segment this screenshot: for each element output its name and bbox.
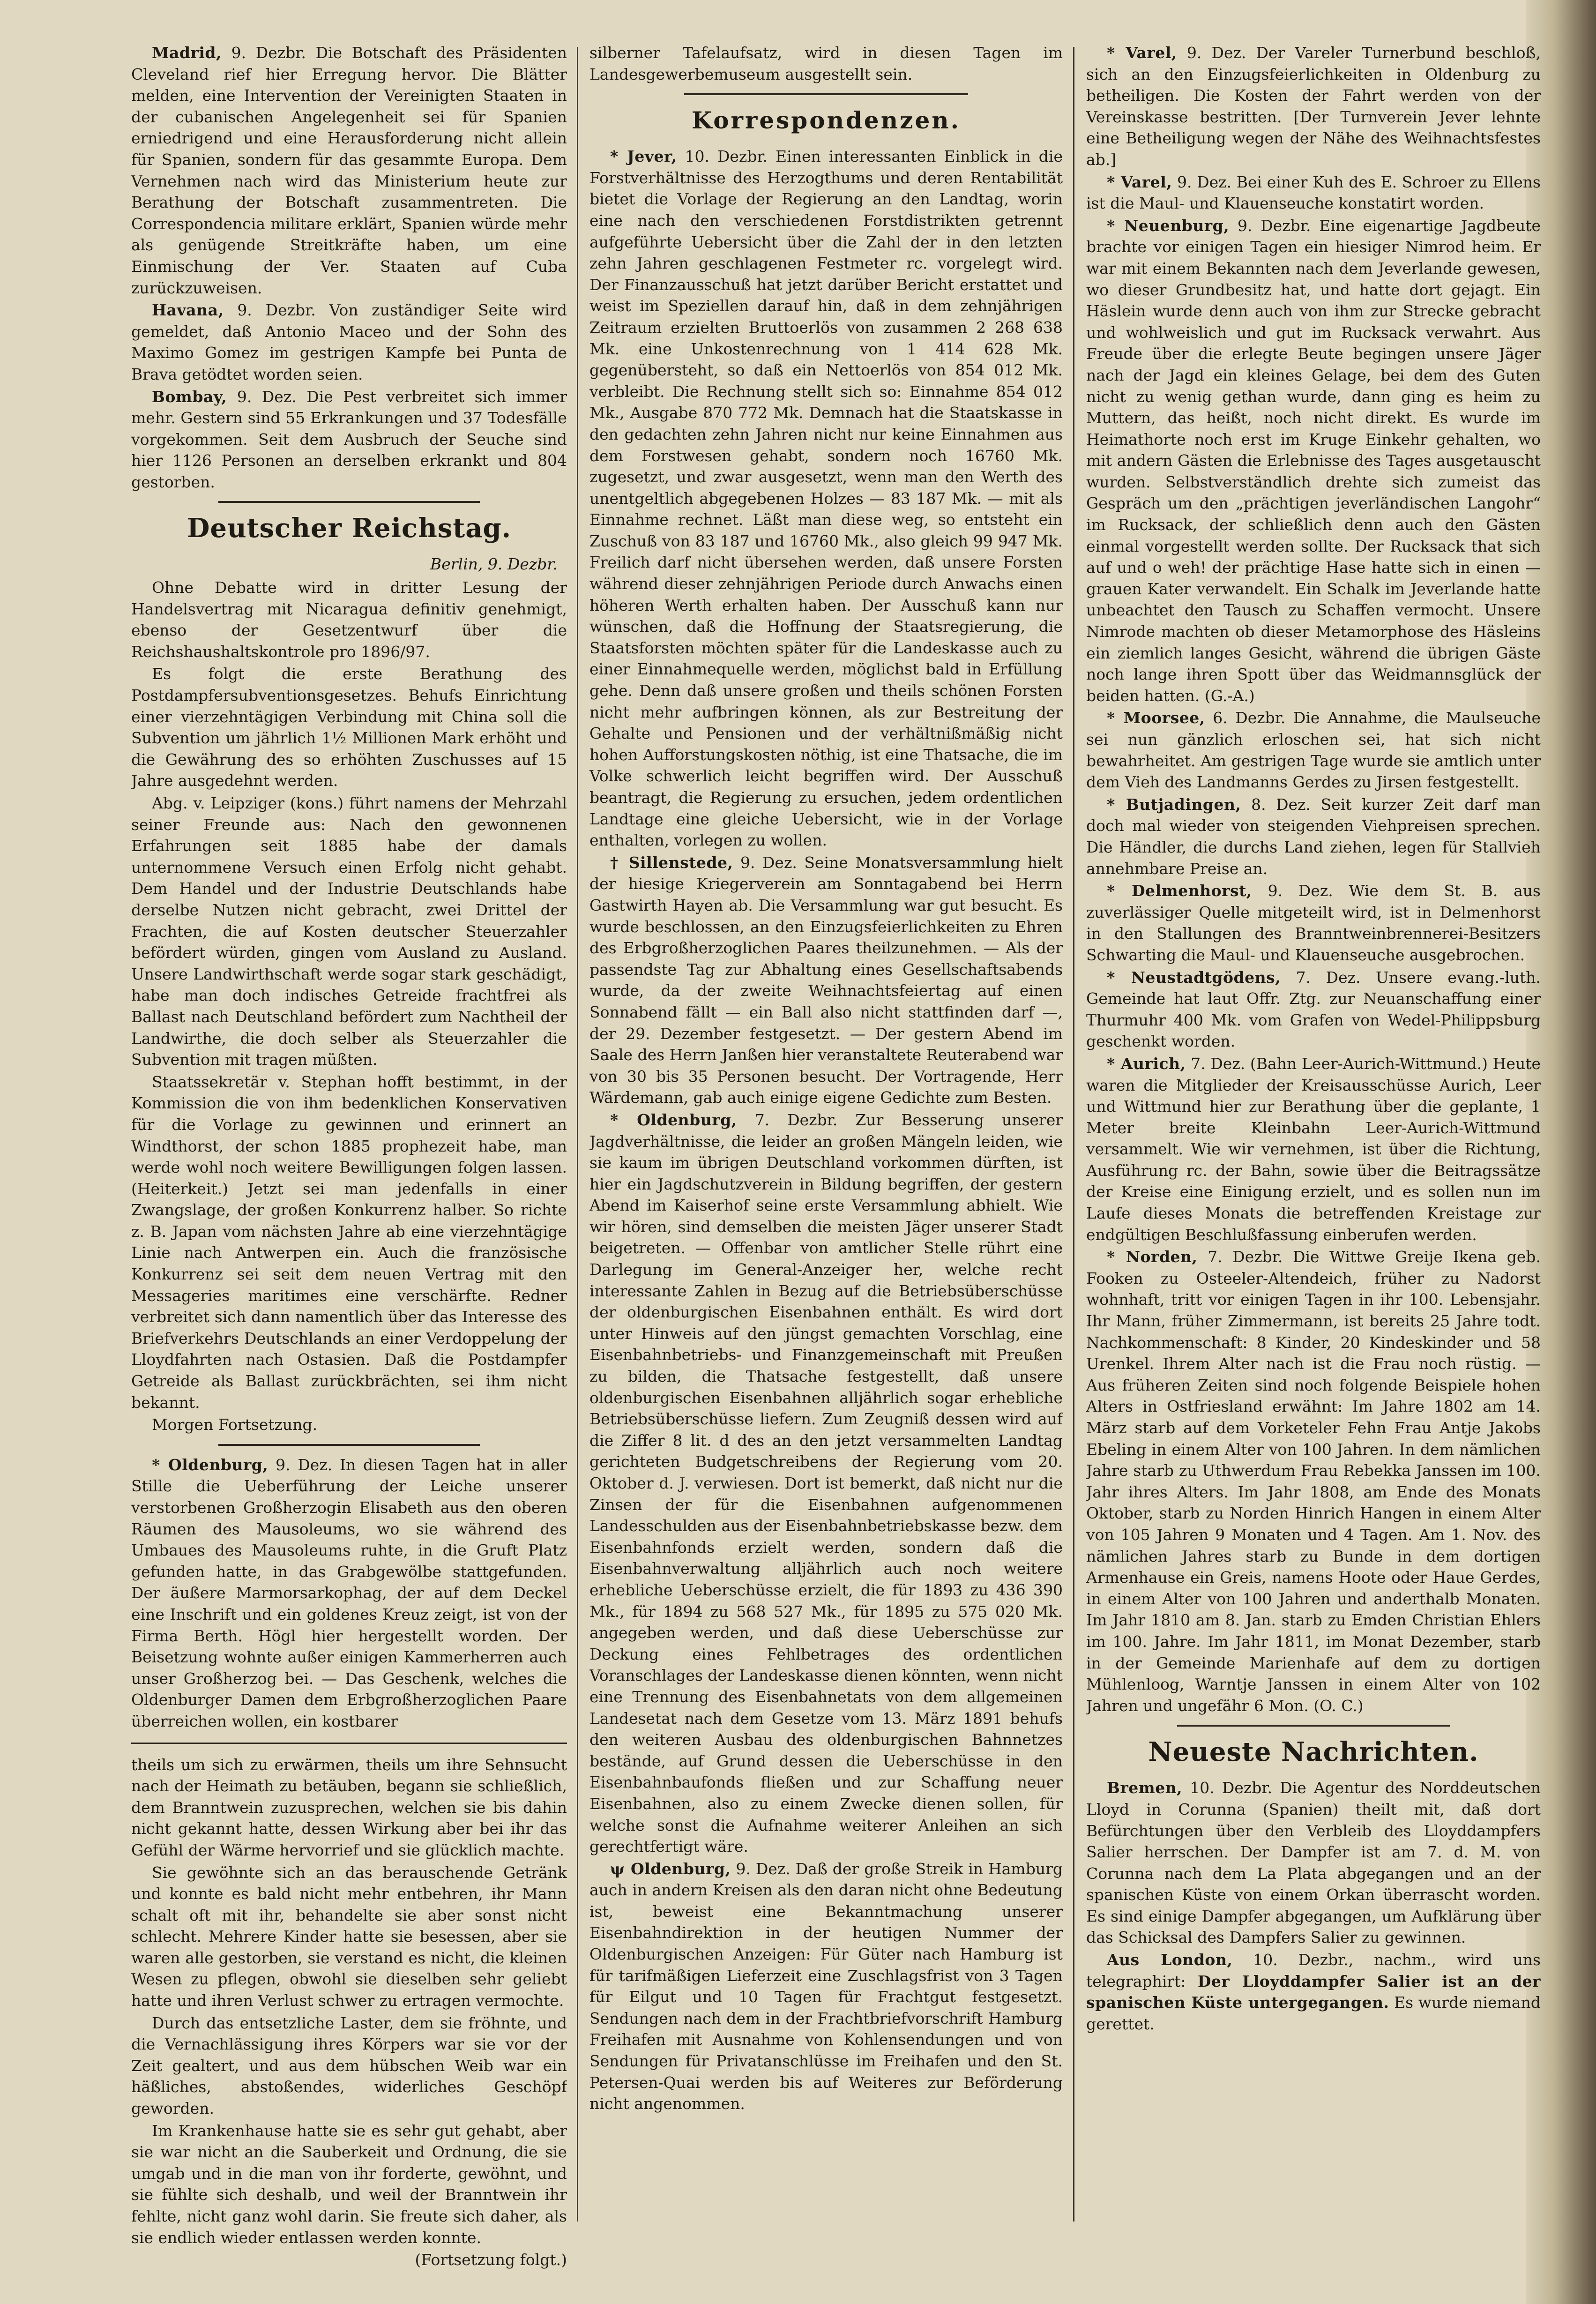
paragraph: Morgen Fortsetzung. <box>152 1415 318 1434</box>
article-neuenburg <box>1086 215 1541 707</box>
dateline-place: Havana, <box>152 301 224 320</box>
paragraph: silberner Tafelaufsatz, wird in diesen Tagen im Landesgewerbemuseum ausgestellt sein. <box>589 44 1063 83</box>
dateline-place: * Neuenburg, <box>1107 216 1230 235</box>
article-jever <box>589 146 1063 851</box>
section-heading-reichstag: Deutscher Reichstag. <box>186 513 512 544</box>
dateline: Berlin, 9. Dezbr. <box>430 555 558 574</box>
story-paragraph: Im Krankenhause hatte sie es sehr gut gehabt, aber sie war nicht an die Sauberkeit und Ordnung, die sie umgab und in die man von ihr forderte, gewöhnt, und sie fühlte sich deshalb, und weil der Branntwein ihr fehlte, nicht ganz wohl darin. Sie freute sich daher, als sie endlich wieder entlassen werden konnte. <box>131 2121 567 2247</box>
article-text: 10. Dezbr. Einen interessanten Einblick in die Forstverhältnisse des Herzogthums und deren Rentabilität bietet die Vorlage der Regierung an den Landtag, worin eine nach den verschiedenen Forstdistrikten getrennt aufgeführte Uebersicht über die Zahl der in den letzten zehn Jahren geschlagenen Festmeter rc. vorgelegt wird. Der Finanzausschuß hat jetzt darüber Bericht erstattet und weist im Speziellen darauf hin, daß in dem zehnjährigen Zeitraum erzielten Bruttoerlös von zusammen 2 268 638 Mk. eine Unkostenrechnung von 1 414 628 Mk. gegenübersteht, so daß ein Nettoerlös von 854 012 Mk. verbleibt. Die Rechnung stellt sich so: Einnahme 854 012 Mk., Ausgabe 870 772 Mk. Demnach hat die Staatskasse in den gedachten zehn Jahren nicht nur keine Einnahmen aus dem Forstwesen gehabt, sondern noch 16760 Mk. zugesetzt, und zwar ausgesetzt, wenn man den Werth des unentgeltlich abgegebenen Holzes — 83 187 Mk. — mit als Einnahme rechnet. Läßt man diese weg, so entsteht ein Zuschuß von 83 187 und 16760 Mk., also gleich 99 947 Mk. Freilich darf nicht übersehen werden, daß unsere Forsten während dieser zehnjährigen Periode durch Anwachs einen höheren Werth erhalten haben. Der Ausschuß kann nur wünschen, daß die Hoffnung der Staatsregierung, die Staatsforsten möchten später für die Landeskasse auch zu einer Einnahmequelle werden, möglichst bald in Erfüllung gehe. Denn daß unsere großen und theils schönen Forsten nicht mehr aufbringen können, als zur Bestreitung der Gehalte und Pensionen und der verhältnißmäßig nicht hohen Aufforstungskosten nöthig, ist eine Thatsache, die im Volke schwerlich leicht begriffen wird. Der Ausschuß beantragt, die Regierung zu ersuchen, jedem ordentlichen Landtage eine gleiche Uebersicht, wie in der Vorlage enthalten, vorlegen zu wollen. <box>589 147 1063 850</box>
story-continuation: (Fortsetzung folgt.) <box>415 2251 567 2269</box>
dateline-place: Bremen, <box>1107 1779 1183 1797</box>
dateline-place: * Aurich, <box>1107 1054 1186 1073</box>
article-text: 7. Dez. Unsere evang.-luth. Gemeinde hat laut Offr. Ztg. zur Neuanschaffung einer Thurmuhr 400 Mk. vom Grafen von Wedel-Philippsburg geschenkt worden. <box>1086 968 1541 1051</box>
dateline-place: Bombay, <box>152 387 227 406</box>
article-text: 9. Dez. Daß der große Streik in Hamburg auch in andern Kreisen als den daran nicht ohne Bedeutung ist, beweist eine Bekanntmachung unserer Eisenbahndirektion in der heutigen Nummer der Oldenburgischen Anzeigen: Für Güter nach Hamburg ist für tarifmäßigen Lieferzeit eine Zuschlagsfrist von 3 Tagen für Eilgut und 10 Tagen für Frachtgut festgesetzt. Sendungen nach dem in der Frachtbriefvorschrift Hamburg Freihafen mit Ausnahme von Kohlensendungen und von Sendungen für Privatanschlüsse im Freihafen und den St. Petersen-Quai werden bis auf Weiteres zur Beförderung nicht angenommen. <box>589 1859 1063 2113</box>
article-oldenburg <box>589 1858 1063 2115</box>
paragraph: Abg. v. Leipziger (kons.) führt namens der Mehrzahl seiner Freunde aus: Nach den gewonnenen Erfahrungen seit 1885 habe der damals unternommene Versuch einen Erfolg nicht gehabt. Dem Handel und der Industrie Deutschlands habe derselbe Nutzen nicht gebracht, zwei Drittel der Frachten, die auf Kosten deutscher Steuerzahler befördert würden, gingen vom Ausland zu Ausland. Unsere Landwirthschaft werde sogar stark geschädigt, habe man doch indisches Getreide frachtfrei als Ballast nach Deutschland befördert zum Nachtheil der Landwirthe, die doch selber als Steuerzahler die Subvention mit tragen müßten. <box>131 794 567 1069</box>
dateline-place: Aus London, <box>1107 1951 1233 1969</box>
article-aurich <box>1086 1053 1541 1245</box>
dateline-place: * Neustadtgödens, <box>1107 968 1281 987</box>
column-2 <box>589 42 1063 2282</box>
article-text: 9. Dezbr. Die Botschaft des Präsidenten Cleveland rief hier Erregung hervor. Die Blätter melden, eine Intervention der Vereinigten Staaten in der cubanischen Angelegenheit sei für Spanien erniedrigend und eine Herausforderung nicht allein für Spanien, sondern für das gesammte Europa. Dem Vernehmen nach wird das Ministerium heute zur Berathung der Botschaft zusammentreten. Die Correspondencia militare erklärt, Spanien würde mehr als genügende Streitkräfte haben, um eine Einmischung der Ver. Staaten auf Cuba zurückzuweisen. <box>131 44 567 297</box>
dateline-place: * Oldenburg, <box>610 1110 737 1129</box>
dateline-place: Madrid, <box>152 44 222 62</box>
column-3 <box>1086 42 1541 2282</box>
dateline-place: * Delmenhorst, <box>1107 882 1252 900</box>
article-bombay <box>131 386 567 493</box>
article-sillenstede <box>589 852 1063 1108</box>
paragraph: Ohne Debatte wird in dritter Lesung der Handelsvertrag mit Nicaragua definitiv genehmigt, ebenso der Gesetzentwurf über die Reichshaushaltskontrole pro 1896/97. <box>131 578 567 661</box>
article-text: 7. Dez. (Bahn Leer-Aurich-Wittmund.) Heute waren die Mitglieder der Kreisausschüsse Aurich, Leer und Wittmund hier zur Berathung über die geplante, 1 Meter breite Kleinbahn Leer-Aurich-Wittmund versammelt. Wie wir vernehmen, ist über die Richtung, Ausführung rc. der Bahn, sowie über die Beitragssätze der Kreise eine Einigung erzielt, und es sollen nun im Laufe dieses Monats die betreffenden Kreistage zur endgültigen Beschlußfassung einberufen werden. <box>1086 1054 1541 1244</box>
dateline-place: * Varel, <box>1107 44 1177 62</box>
section-divider <box>218 1444 480 1446</box>
dateline-place: * Oldenburg, <box>152 1455 268 1474</box>
dateline-place: † Sillenstede, <box>610 853 733 872</box>
paragraph: Es folgt die erste Berathung des Postdampfersubventionsgesetzes. Behufs Einrichtung einer vierzehntägigen Verbindung mit China soll die Subvention um jährlich 1½ Millionen Mark erhöht und die Gewährung des so erhöhten Zuschusses auf 15 Jahre ausgedehnt werden. <box>131 665 567 790</box>
article-havana <box>131 299 567 385</box>
article-varel <box>1086 42 1541 171</box>
article-delmenhorst <box>1086 880 1541 965</box>
dateline-place: * Jever, <box>610 147 677 166</box>
story-paragraph: theils um sich zu erwärmen, theils um ihre Sehnsucht nach der Heimath zu betäuben, begann sie schließlich, dem Branntwein zuzusprechen, welchen sie bis dahin nicht gekannt hatte, dessen Wirkung aber bei ihr das Gefühl der Wärme hervorrief und sie glücklich machte. <box>131 1755 567 1859</box>
article-text: 9. Dez. Die Pest verbreitet sich immer mehr. Gestern sind 55 Erkrankungen und 37 Todesfälle vorgekommen. Seit dem Ausbruch der Seuche sind hier 1126 Personen an derselben erkrankt und 804 gestorben. <box>131 387 567 491</box>
article-neustadtgoedens <box>1086 967 1541 1052</box>
article-oldenburg <box>131 1454 567 1732</box>
article-butjadingen <box>1086 794 1541 879</box>
section-divider <box>684 93 968 95</box>
article-oldenburg <box>589 1109 1063 1857</box>
article-london <box>1086 1949 1541 2035</box>
article-text: 10. Dezbr. Die Agentur des Norddeutschen Lloyd in Corunna (Spanien) theilt mit, daß dort Befürchtungen über den Verbleib des Lloyddampfers Salier herrschen. Der Dampfer ist am 7. d. M. von Corunna nach dem La Plata abgegangen und an der spanischen Küste von einem Orkan überrascht worden. Es sind einige Dampfer abgegangen, um Aufklärung über das Schicksal des Dampfers Salier zu gewinnen. <box>1086 1779 1541 1947</box>
article-text: 9. Dezbr. Von zuständiger Seite wird gemeldet, daß Antonio Maceo und der Sohn des Maximo Gomez im gestrigen Kampfe bei Punta de Brava getödtet worden seien. <box>131 301 567 383</box>
article-text: 7. Dezbr. Zur Besserung unserer Jagdverhältnisse, die leider an großen Mängeln leiden, wie sie kaum im übrigen Deutschland vorkommen dürften, ist hier ein Jagdschutzverein in Bildung begriffen, der gestern Abend im Kaiserhof seine erste Versammlung abhielt. Wie wir hören, sind demselben die meisten Jäger unserer Stadt beigetreten. — Offenbar von amtlicher Stelle rührt eine Darlegung im General-Anzeiger her, welche recht interessante Zahlen in Bezug auf die Betriebsüberschüsse der oldenburgischen Eisenbahnen enthält. Es wird dort unter Hinweis auf den jüngst gemachten Vorschlag, eine Eisenbahnbetriebs- und Finanzgemeinschaft mit Preußen zu bilden, die Thatsache festgestellt, daß unsere oldenburgischen Eisenbahnen alljährlich sogar erhebliche Betriebsüberschüsse liefern. Zum Zeugniß dessen wird auf die Ziffer 8 lit. d des an den jetzt versammelten Landtag gerichteten Budgetschreibens der Regierung vom 20. Oktober d. J. verwiesen. Dort ist bemerkt, daß nicht nur die Zinsen der für die Eisenbahnen aufgenommenen Landesschulden aus der Eisenbahnbetriebskasse bezw. dem Eisenbahnfonds erzielt werden, sondern daß die Eisenbahnverwaltung alljährlich auch noch weitere erhebliche Ueberschüsse erzielt, die für 1893 zu 436 390 Mk., für 1894 zu 568 527 Mk., für 1895 zu 575 020 Mk. angegeben werden, und daß diese Ueberschüsse zur Deckung eines Fehlbetrages des ordentlichen Voranschlages der Landeskasse dienen könnten, wenn nicht eine Trennung des Eisenbahnetats von dem allgemeinen Landesetat nach dem Gesetze vom 13. März 1891 behufs den weiteren Ausbau des oldenburgischen Bahnnetzes bestände, auf Grund dessen die Ueberschüsse in den Eisenbahnbaufonds fließen und zur Schaffung neuer Eisenbahnen, also zu einem Zwecke dienen sollen, für welche sonst die Aufnahme weiterer Anleihen an sich gerechtfertigt wäre. <box>589 1110 1063 1856</box>
article-text: 9. Dez. Wie dem St. B. aus zuverlässiger Quelle mitgeteilt wird, ist in Delmenhorst in den Stallungen des Branntweinbrennerei-Besitzers Schwarting die Maul- und Klauenseuche ausgebrochen. <box>1086 882 1541 964</box>
article-text: 9. Dezbr. Eine eigenartige Jagdbeute brachte vor einigen Tagen ein hiesiger Nimrod heim. Er war mit einem Bekannten nach dem Jeverlande gewesen, wo dieser Grundbesitz hat, und hatte dort gejagt. Ein Häslein wurde denn auch von ihm zur Strecke gebracht und wohlweislich und gut im Rucksack verwahrt. Aus Freude über die erlegte Beute begingen unsere Jäger nach der Jagd ein kleines Gelage, bei dem des Guten nicht zu wenig gethan wurde, dann ging es heim zu Muttern, das heißt, noch nicht direkt. Es wurde im Heimathorte noch erst im Kruge Einkehr gehalten, wo mit andern Gästen die Erlebnisse des Tages ausgetauscht wurden. Selbstverständlich drehte sich zumeist das Gespräch um den „prächtigen jeverländischen Langohr“ im Rucksack, der schließlich denn auch den Gästen einmal vorgestellt werden sollte. Der Rucksack that sich auf und o weh! der prächtige Hase hatte sich in einen — grauen Kater verwandelt. Ein Schalk im Jeverlande hatte unbeachtet den Tausch zu Schaffen vermocht. Unsere Nimrode machten ob dieser Metamorphose des Häsleins ein ziemlich langes Gesicht, während die übrigen Gäste noch lange ihren Spott über das Weidmannsglück der beiden hatten. (G.-A.) <box>1086 216 1541 705</box>
article-text: 9. Dez. Seine Monatsversammlung hielt der hiesige Kriegerverein am Sonntagabend bei Herrn Gastwirth Hayen ab. Die Versammlung war gut besucht. Es wurde beschlossen, an den Einzugsfeierlichkeiten zu Ehren des Erbgroßherzoglichen Paares theilzunehmen. — Als der passendste Tag zur Abhaltung eines Gesellschaftsabends wurde, da der zweite Weihnachtsfeiertag auf einen Sonnabend fällt — ein Ball also nicht stattfinden darf —, der 29. Dezember festgesetzt. — Der gestern Abend im Saale des Herrn Janßen hier veranstaltete Reuterabend war von 30 bis 35 Personen besucht. Der Vortragende, Herr Wärdemann, gab auch einige eigene Gedichte zum Besten. <box>589 853 1063 1107</box>
feuilleton-divider <box>131 1743 567 1744</box>
section-heading-neueste-nachrichten: Neueste Nachrichten. <box>1148 1736 1479 1768</box>
dateline-place: * Moorsee, <box>1107 709 1205 727</box>
section-heading-korrespondenzen: Korrespondenzen. <box>691 106 961 135</box>
article-norden <box>1086 1246 1541 1716</box>
article-text: 9. Dez. Bei einer Kuh des E. Schroer zu Ellens ist die Maul- und Klauenseuche konstatirt worden. <box>1086 172 1541 213</box>
article-text: 9. Dez. In diesen Tagen hat in aller Stille die Ueberführung der Leiche unserer verstorbenen Großherzogin Elisabeth aus den oberen Räumen des Mausoleums, wo sie während des Umbaues des Mausoleums ruhte, in die Gruft Platz gefunden hatte, in das Grabgewölbe stattgefunden. Der äußere Marmorsarkophag, der auf dem Deckel eine Inschrift und ein goldenes Kreuz zeigt, ist von der Firma Berth. Högl hier hergestellt worden. Der Beisetzung wohnte außer einigen Kammerherren auch unser Großherzog bei. — Das Geschenk, welches die Oldenburger Damen dem Erbgroßherzoglichen Paare überreichen wollen, ein kostbarer <box>131 1455 567 1730</box>
telegram-text: Der Lloyddampfer Salier ist an der spanischen Küste untergegangen. <box>1086 1972 1541 2012</box>
story-paragraph: Sie gewöhnte sich an das berauschende Getränk und konnte es bald nicht mehr entbehren, ihr Mann schalt oft mit ihr, behandelte sie aber sonst nicht schlecht. Mehrere Kinder hatte sie besessen, aber sie waren alle gestorben, sie verstand es nicht, die kleinen Wesen zu pflegen, obwohl sie dieselben sehr geliebt hatte und ihren Verlust schwer zu ertragen vermochte. <box>131 1863 567 2010</box>
dateline-place: * Varel, <box>1107 172 1172 191</box>
article-text: Es wurde niemand gerettet. <box>1086 1993 1541 2033</box>
paragraph: Staatssekretär v. Stephan hofft bestimmt, in der Kommission die von ihm bedenklichen Konservativen für die Vorlage zu gewinnen und erinnert an Windthorst, der schon 1885 prophezeit habe, man werde wohl noch weitere Bewilligungen folgen lassen. (Heiterkeit.) Jetzt sei man jedenfalls in einer Zwangslage, der großen Konkurrenz halber. So richte z. B. Japan vom nächsten Jahre ab eine vierzehntägige Linie nach Antwerpen ein. Auch die französische Konkurrenz sei seit dem neuen Vertrag mit den Messageries maritimes eine verschärfte. Redner verbreitet sich dann namentlich über das Interesse des Briefverkehrs Deutschlands an einer Verdoppelung der Lloydfahrten nach Ostasien. Daß die Postdampfer Getreide als Ballast zurückbrächten, sei ihm nicht bekannt. <box>131 1072 567 1412</box>
section-divider <box>1177 1725 1450 1727</box>
section-divider <box>218 501 480 503</box>
article-moorsee <box>1086 707 1541 793</box>
article-bremen <box>1086 1777 1541 1948</box>
dateline-place: * Butjadingen, <box>1107 795 1241 814</box>
article-varel <box>1086 172 1541 214</box>
article-text: 10. Dezbr., nachm., wird uns telegraphirt: <box>1086 1951 1541 1990</box>
article-text: 6. Dezbr. Die Annahme, die Maulseuche sei nun gänzlich erloschen sei, hat sich nicht bewahrheitet. Am gestrigen Tage wurde sie amtlich unter dem Vieh des Landmanns Gerdes zu Jirsen festgestellt. <box>1086 709 1541 792</box>
article-text: 7. Dezbr. Die Wittwe Greije Ikena geb. Fooken zu Osteeler-Altendeich, früher zu Nadorst wohnhaft, tritt vor einigen Tagen in ihr 100. Lebensjahr. Ihr Mann, früher Zimmermann, ist bereits 25 Jahre todt. Nachkommenschaft: 8 Kinder, 20 Kindeskinder und 58 Urenkel. Ihrem Alter nach ist die Frau noch rüstig. — Aus früheren Zeiten sind noch folgende Beispiele hohen Alters in Ostfriesland erwähnt: Im Jahre 1802 am 14. März starb auf dem Vorketeler Fehn Frau Antje Jakobs Ebeling in einem Alter von 100 Jahren. In dem nämlichen Jahre starb zu Uthwerdum Frau Rebekka Janssen im 100. Jahr ihres Alters. Im Jahr 1808, am Ende des Monats Oktober, starb zu Norden Hinrich Hangen in einem Alter von 105 Jahren 9 Monaten und 4 Tagen. Am 1. Nov. des nämlichen Jahres starb zu Bunde in dem dortigen Armenhause ein Greis, namens Hoote oder Haue Gerdes, in einem Alter von 100 Jahren und anderthalb Monaten. Im Jahr 1810 am 8. Jan. starb zu Emden Christian Ehlers im 100. Jahre. Im Jahr 1811, im Monat Dezember, starb in der Gemeinde Marienhafe auf dem zu dortigen Mühlenloog, Warntje Janssen in einem Alter von 102 Jahren und ungefähr 6 Mon. (O. C.) <box>1086 1248 1541 1715</box>
column-rule <box>577 47 578 2222</box>
dateline-place: * Norden, <box>1107 1248 1198 1266</box>
column-1 <box>131 42 567 2282</box>
article-madrid <box>131 42 567 299</box>
article-text: 8. Dez. Seit kurzer Zeit darf man doch mal wieder von steigenden Viehpreisen sprechen. Die Händler, die durchs Land ziehen, legen für Stallvieh annehmbare Preise an. <box>1086 795 1541 878</box>
story-paragraph: Durch das entsetzliche Laster, dem sie fröhnte, und die Vernachlässigung ihres Körpers war sie vor der Zeit gealtert, und aus dem hübschen Weib war ein häßliches, abstoßendes, widerliches Geschöpf geworden. <box>131 2013 567 2118</box>
dateline-place: ψ Oldenburg, <box>610 1859 731 1878</box>
article-text: 9. Dez. Der Vareler Turnerbund beschloß, sich an den Einzugsfeierlichkeiten in Oldenburg zu betheiligen. Die Kosten der Fahrt werden von der Vereinskasse bestritten. [Der Turnverein Jever lehnte eine Betheiligung wegen der Nähe des Weihnachtsfestes ab.] <box>1086 44 1541 169</box>
column-rule <box>1073 47 1074 2222</box>
